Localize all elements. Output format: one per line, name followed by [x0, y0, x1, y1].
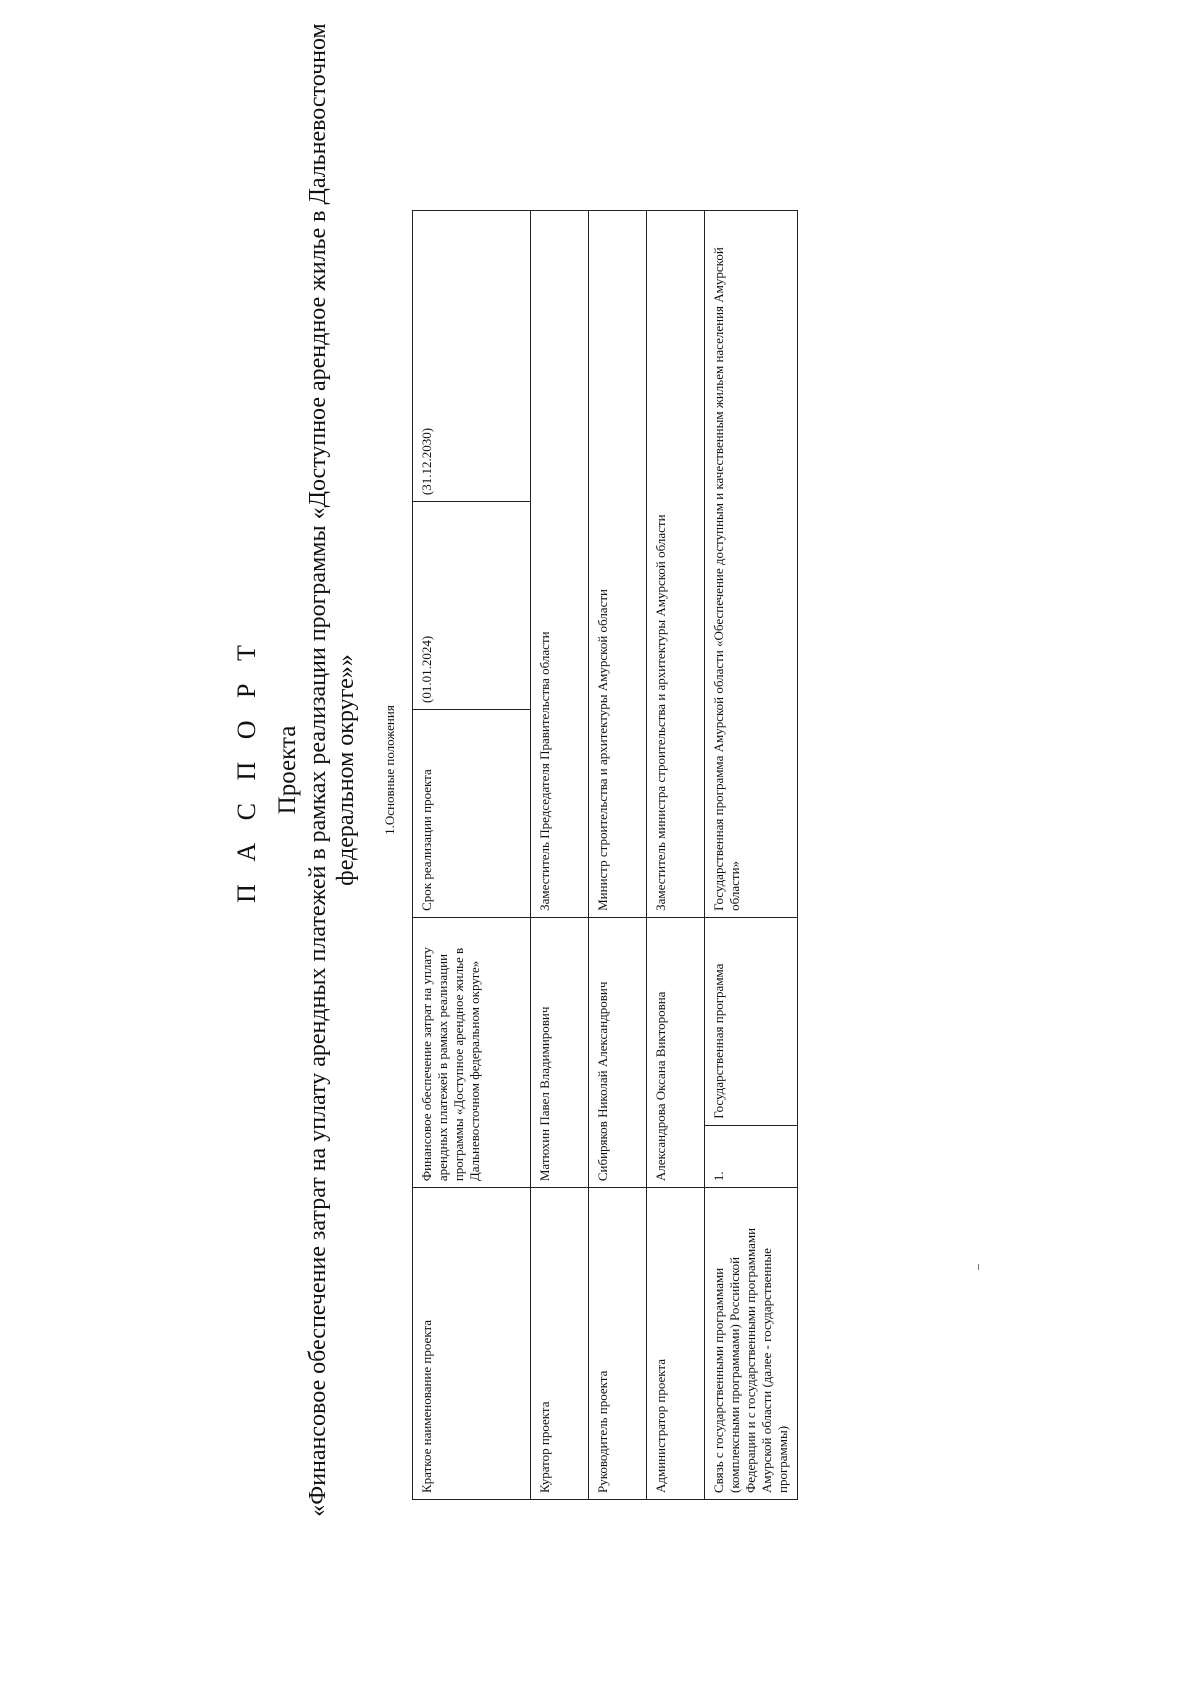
head-name: Сибиряков Николай Александрович: [589, 917, 647, 1187]
admin-label: Администратор проекта: [647, 1188, 705, 1500]
link-number: 1.: [705, 1125, 798, 1187]
short-name-value: Финансовое обеспечение затрат на уплату арендных платежей в рамках реализации программы «Доступное арендное жилье в Дальневосточном федеральном округе»: [413, 917, 531, 1187]
project-full-name: «Финансовое обеспечение затрат на уплату арендных платежей в рамках реализации программы «Доступное арендное жилье в Дальневосточном федеральном округе»»: [305, 23, 359, 1517]
admin-position: Заместитель министра строительства и архитектуры Амурской области: [647, 211, 705, 918]
passport-table: [412, 210, 798, 1500]
curator-position: Заместитель Председателя Правительства области: [531, 211, 589, 918]
table-row: [413, 211, 531, 1500]
link-label: Связь с государственными программами (комплексными программами) Российской Федерации и с государственными программами Амурской области (далее - государственные программы): [705, 1188, 798, 1500]
section-title: 1.Основные положения: [382, 705, 397, 835]
end-date: (31.12.2030): [413, 211, 531, 502]
head-label: Руководитель проекта: [589, 1188, 647, 1500]
link-value: Государственная программа Амурской области «Обеспечение доступным и качественным жильем населения Амурской области»: [705, 211, 798, 918]
link-type: Государственная программа: [705, 917, 798, 1125]
admin-name: Александрова Оксана Викторовна: [647, 917, 705, 1187]
table-row: [705, 211, 798, 1500]
curator-name: Матюхин Павел Владимирович: [531, 917, 589, 1187]
table-row: [647, 211, 705, 1500]
head-position: Министр строительства и архитектуры Амурской области: [589, 211, 647, 918]
passport-page: [232, 20, 992, 1520]
document-subtitle: Проекта: [274, 725, 301, 815]
start-date: (01.01.2024): [413, 502, 531, 710]
short-name-label: Краткое наименование проекта: [413, 1188, 531, 1500]
scan-mark: [978, 1264, 979, 1270]
period-label: Срок реализации проекта: [413, 710, 531, 918]
table-row: [531, 211, 589, 1500]
table-row: [589, 211, 647, 1500]
document-title: П А С П О Р Т: [232, 637, 261, 903]
curator-label: Куратор проекта: [531, 1188, 589, 1500]
